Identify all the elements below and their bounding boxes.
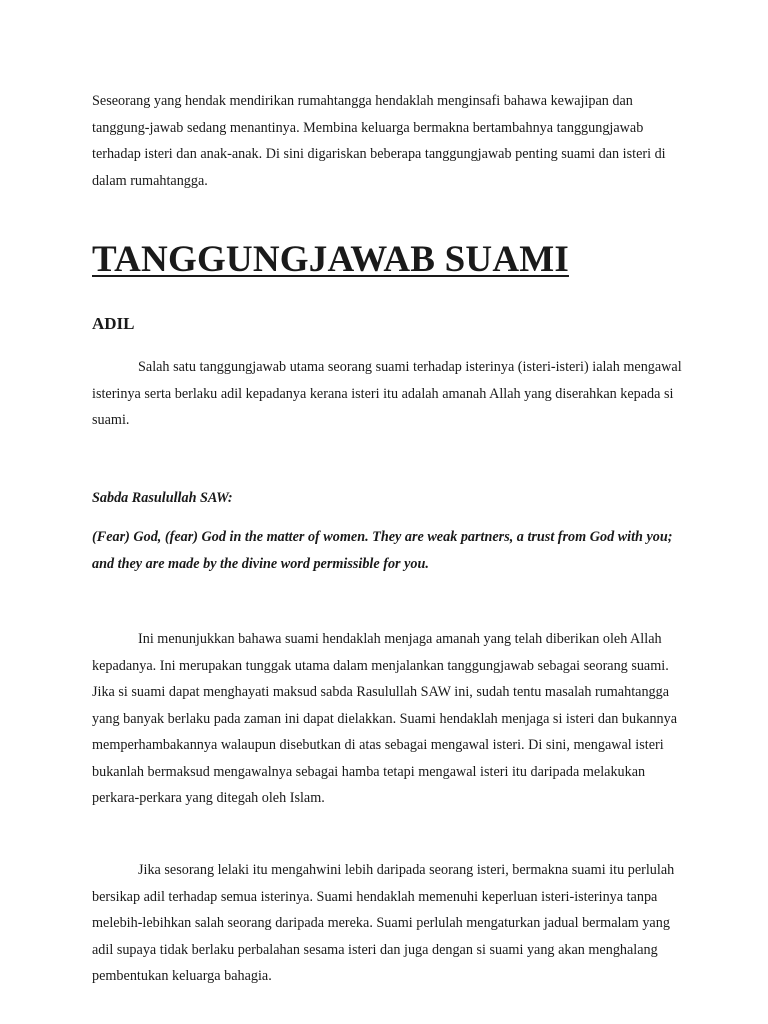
intro-block [92,88,692,194]
para2-block [92,626,692,812]
section-heading: TANGGUNGJAWAB SUAMI [92,239,569,280]
quote-label: Sabda Rasulullah SAW: [92,490,233,506]
subsection-heading: ADIL [92,314,135,333]
quote-text: (Fear) God, (fear) God in the matter of women. They are weak partners, a trust from God with you; and they are made by the divine word permissible for you. [92,529,673,572]
quote-block [92,524,692,577]
paragraph-1: Salah satu tanggungjawab utama seorang suami terhadap isterinya (isteri-isteri) ialah mengawal isterinya serta berlaku adil kepadanya kerana isteri itu adalah amanah Allah yang diserahkan kepada si suami. [92,359,682,428]
para1-block [92,354,692,434]
paragraph-2: Ini menunjukkan bahawa suami hendaklah menjaga amanah yang telah diberikan oleh Allah kepadanya. Ini merupakan tunggak utama dalam menjalankan tanggungjawab sebagai seorang suami. Jika si suami dapat menghayati maksud sabda Rasulullah SAW ini, sudah tentu masalah rumahtangga yang banyak berlaku pada zaman ini dapat dielakkan. Suami hendaklah menjaga si isteri dan bukannya memperhambakannya walaupun disebutkan di atas sebagai mengawal isteri. Di sini, mengawal isteri bukanlah bermaksud mengawalnya sebagai hamba tetapi mengawal isteri itu daripada melakukan perkara-perkara yang ditegah oleh Islam. [92,631,678,806]
para3-block [92,857,692,990]
paragraph-3: Jika sesorang lelaki itu mengahwini lebih daripada seorang isteri, bermakna suami itu perlulah bersikap adil terhadap semua isterinya. Suami hendaklah memenuhi keperluan isteri-isterinya tanpa melebih-lebihkan salah seorang daripada mereka. Suami perlulah mengaturkan jadual bermalam yang adil supaya tidak berlaku perbalahan sesama isteri dan juga dengan si suami yang akan menghalang pembentukan keluarga bahagia. [92,862,675,984]
quote-label-block [92,487,692,509]
subheading-block [92,313,692,335]
heading-block [92,238,692,282]
intro-paragraph: Seseorang yang hendak mendirikan rumahtangga hendaklah menginsafi bahawa kewajipan dan tanggung-jawab sedang menantinya. Membina keluarga bermakna bertambahnya tanggungjawab terhadap isteri dan anak-anak. Di sini digariskan beberapa tanggungjawab penting suami dan isteri di dalam rumahtangga. [92,93,666,189]
